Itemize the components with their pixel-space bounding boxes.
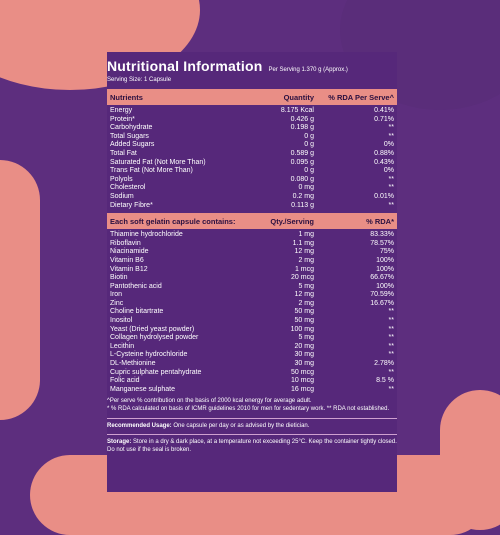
cell-rda: 0.88%: [374, 149, 394, 157]
table-row: [110, 257, 394, 266]
cell-qty: 0.589 g: [290, 149, 314, 157]
cell-qty: 1 mg: [298, 231, 314, 239]
cell-name: Saturated Fat (Not More Than): [110, 158, 206, 166]
table-row: [110, 369, 394, 378]
table-row: [110, 107, 394, 116]
cell-name: Zinc: [110, 299, 124, 307]
table-row: [110, 248, 394, 257]
table-row: [110, 159, 394, 168]
cell-rda: 100%: [376, 282, 394, 290]
usage-text: [107, 423, 397, 431]
cell-name: Total Sugars: [110, 132, 149, 140]
cell-name: Cupric sulphate pentahydrate: [110, 368, 202, 376]
cell-rda: 2.78%: [374, 360, 394, 368]
cell-qty: 0.2 mg: [292, 192, 314, 200]
cell-name: L-Cysteine hydrochloride: [110, 351, 188, 359]
cell-name: Thiamine hydrochloride: [110, 231, 183, 239]
per-serving: Per Serving 1.370 g (Approx.): [268, 67, 348, 73]
cell-rda: 16.67%: [370, 299, 394, 307]
storage-text: [107, 439, 397, 454]
table-row: [110, 317, 394, 326]
table-row: [110, 124, 394, 133]
table-row: [110, 141, 394, 150]
cell-qty: 0 mg: [298, 184, 314, 192]
cell-rda: 0.43%: [374, 158, 394, 166]
cell-name: Polyols: [110, 175, 133, 183]
divider: [107, 418, 397, 419]
table-row: [110, 291, 394, 300]
cell-qty: 0.095 g: [290, 158, 314, 166]
cell-name: Iron: [110, 291, 123, 299]
usage-value: One capsule per day or as advised by the dietician.: [171, 422, 310, 429]
capsule-col-rda: % RDA*: [366, 216, 394, 226]
cell-qty: 5 mg: [298, 334, 314, 342]
cell-qty: 16 mcg: [291, 385, 314, 393]
cell-name: Lecithin: [110, 342, 135, 350]
cell-name: Energy: [110, 107, 133, 114]
cell-name: Vitamin B6: [110, 256, 144, 264]
cell-rda: 0.01%: [374, 192, 394, 200]
cell-qty: 50 mcg: [291, 368, 314, 376]
table-row: [110, 334, 394, 343]
cell-name: Carbohydrate: [110, 124, 153, 132]
cell-rda: 0.41%: [374, 107, 394, 114]
cell-rda: **: [388, 334, 394, 342]
cell-rda: 100%: [376, 256, 394, 264]
table-row: [110, 377, 394, 386]
table-row: [110, 308, 394, 317]
cell-name: Added Sugars: [110, 141, 155, 149]
cell-qty: 0.113 g: [291, 201, 314, 209]
capsule-col-name: Each soft gelatin capsule contains:: [110, 216, 236, 226]
cell-rda: **: [388, 342, 394, 350]
cell-rda: **: [388, 124, 394, 132]
cell-qty: 1 mcg: [294, 265, 314, 273]
cell-qty: 1.1 mg: [292, 239, 314, 247]
cell-rda: 8.5 %: [376, 377, 394, 385]
table-row: [110, 360, 394, 369]
cell-qty: 0.426 g: [290, 115, 314, 123]
divider: [107, 434, 397, 435]
cell-rda: **: [388, 175, 394, 183]
table-row: [110, 386, 394, 395]
cell-name: Pantothenic acid: [110, 282, 162, 290]
cell-qty: 2 mg: [298, 256, 314, 264]
cell-name: Trans Fat (Not More Than): [110, 167, 193, 175]
table-row: [110, 274, 394, 283]
table-row: [110, 150, 394, 159]
cell-name: Yeast (Dried yeast powder): [110, 325, 195, 333]
table-row: [110, 300, 394, 309]
table-row: [110, 202, 394, 211]
cell-rda: **: [388, 385, 394, 393]
table-row: [110, 193, 394, 202]
cell-name: Collagen hydrolysed powder: [110, 334, 199, 342]
cell-rda: **: [388, 308, 394, 316]
cell-qty: 2 mg: [298, 299, 314, 307]
cell-name: Folic acid: [110, 377, 140, 385]
nutrients-col-rda: % RDA Per Serve^: [328, 92, 394, 102]
footnote-1: ^Per serve % contribution on the basis of 2000 kcal energy for average adult.: [107, 398, 312, 405]
table-row: [110, 326, 394, 335]
cell-rda: 0.71%: [374, 115, 394, 123]
cell-qty: 100 mg: [290, 325, 314, 333]
cell-qty: 0.198 g: [290, 124, 314, 132]
cell-rda: 66.67%: [370, 274, 394, 282]
cell-name: Choline bitartrate: [110, 308, 164, 316]
footnote-2: * % RDA calculated on basis of ICMR guidelines 2010 for men for sedentary work. ** RDA not established.: [107, 406, 390, 412]
cell-rda: **: [388, 325, 394, 333]
table-row: [110, 351, 394, 360]
capsule-col-qty: Qty./Serving: [270, 216, 314, 226]
table-row: [110, 283, 394, 292]
decor-blob-left: [0, 160, 40, 420]
table-row: [110, 167, 394, 176]
cell-name: Biotin: [110, 274, 128, 282]
table-row: [110, 116, 394, 125]
page-title: Nutritional Information: [107, 58, 263, 74]
cell-name: Vitamin B12: [110, 265, 148, 273]
table-row: [110, 231, 394, 240]
cell-qty: 8.175 Kcal: [280, 107, 314, 114]
cell-rda: **: [388, 317, 394, 325]
nutrients-header: [107, 89, 397, 105]
capsule-header: [107, 213, 397, 229]
cell-name: Sodium: [110, 192, 134, 200]
cell-name: Inositol: [110, 317, 133, 325]
cell-qty: 0 g: [304, 132, 314, 140]
cell-qty: 50 mg: [294, 308, 314, 316]
cell-qty: 50 mg: [294, 317, 314, 325]
nutrients-col-name: Nutrients: [110, 92, 143, 102]
table-row: [110, 176, 394, 185]
cell-rda: **: [388, 368, 394, 376]
title-row: [107, 58, 397, 74]
nutrients-table: [107, 105, 397, 210]
cell-qty: 0 g: [304, 167, 314, 175]
cell-rda: 0%: [383, 167, 394, 175]
cell-rda: **: [388, 201, 394, 209]
cell-name: DL-Methionine: [110, 360, 156, 368]
nutrients-col-qty: Quantity: [283, 92, 314, 102]
cell-qty: 10 mcg: [291, 377, 314, 385]
table-row: [110, 266, 394, 275]
table-row: [110, 240, 394, 249]
cell-qty: 5 mg: [298, 282, 314, 290]
cell-rda: 78.57%: [370, 239, 394, 247]
cell-qty: 0 g: [304, 141, 314, 149]
cell-qty: 0.080 g: [290, 175, 314, 183]
cell-rda: **: [388, 184, 394, 192]
capsule-table: [107, 229, 397, 394]
storage-label: Storage:: [107, 439, 132, 446]
cell-name: Niacinamide: [110, 248, 149, 256]
cell-rda: **: [388, 351, 394, 359]
storage-value: Store in a dry & dark place, at a temperature not exceeding 25°C. Keep the container tightly closed. Do not use if the seal is broken.: [107, 439, 397, 453]
cell-rda: 0%: [383, 141, 394, 149]
cell-name: Total Fat: [110, 149, 137, 157]
cell-qty: 12 mg: [294, 291, 314, 299]
cell-name: Dietary Fibre*: [110, 201, 153, 209]
cell-qty: 12 mg: [294, 248, 314, 256]
cell-rda: 100%: [376, 265, 394, 273]
cell-rda: **: [388, 132, 394, 140]
cell-qty: 30 mg: [294, 360, 314, 368]
table-row: [110, 343, 394, 352]
usage-label: Recommended Usage:: [107, 422, 172, 429]
cell-qty: 20 mcg: [291, 274, 314, 282]
cell-name: Manganese sulphate: [110, 385, 175, 393]
cell-name: Cholesterol: [110, 184, 146, 192]
table-row: [110, 184, 394, 193]
nutrition-panel: [107, 52, 397, 492]
serving-size: Serving Size: 1 Capsule: [107, 77, 172, 83]
cell-qty: 20 mg: [294, 342, 314, 350]
cell-rda: 75%: [379, 248, 394, 256]
cell-name: Riboflavin: [110, 239, 141, 247]
table-row: [110, 133, 394, 142]
cell-rda: 70.59%: [370, 291, 394, 299]
cell-qty: 30 mg: [294, 351, 314, 359]
cell-rda: 83.33%: [370, 231, 394, 239]
footnotes: [107, 398, 397, 454]
cell-name: Protein*: [110, 115, 135, 123]
